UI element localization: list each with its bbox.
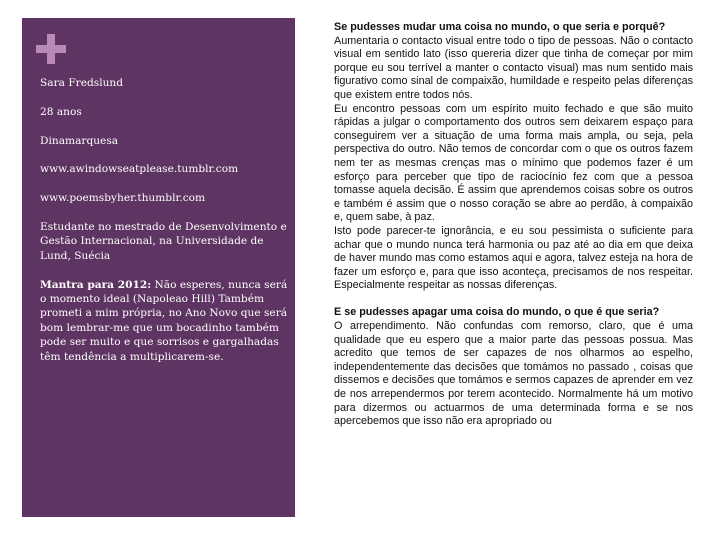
- answer-1-paragraph-2: Eu encontro pessoas com um espírito muito fechado e que são muito rápidas a julgar o comportamento dos outros sem deixarem espaço para conseguirem ver a situação de uma forma mais ampla, ou seja, pela perspectiva do outro. Não temos de concordar com o que os outros fazem nem ter as mesmas crenças mas o mínimo que podemos fazer é um esforço para perceber que tipo de raciocínio fez com que a pessoa tomasse aquela decisão. É assim que aprendemos coisas sobre os outros e também é assim que o nosso coração se abre ao perdão, à compaixão e, quem sabe, à paz.: [334, 102, 693, 224]
- question-2: E se pudesses apagar uma coisa do mundo, o que é que seria?: [334, 306, 660, 319]
- answer-1-paragraph-1: Aumentaria o contacto visual entre todo o tipo de pessoas. Não o contacto visual em sentido lato (isso quereria dizer que tinha de começar por mim porque eu sou terrível a manter o contacto visual) mas num sentido mais figurativo como sinal de compaixão, humildade e respeito pelas diferenças que existem entre todos nós.: [334, 34, 693, 101]
- mantra-text: Não esperes, nunca será o momento ideal (Napoleao Hill) Também prometi a mim própria, no Ano Novo que será bom lembrar-me que um bocadinho também pode ser muito e que sorrisos e gargalhadas têm tendência a multiplicarem-se.: [40, 278, 288, 363]
- profile-mantra: [40, 278, 290, 364]
- interview-article: [334, 21, 693, 429]
- profile-nationality: Dinamarquesa: [40, 134, 119, 147]
- paragraph-gap: [334, 293, 693, 307]
- question-1: Se pudesses mudar uma coisa no mundo, o que seria e porquê?: [334, 21, 666, 33]
- profile-sidebar: [22, 18, 295, 517]
- profile-link-poems: www.poemsbyher.thumblr.com: [40, 192, 206, 205]
- profile-link-tumblr: www.awindowseatplease.tumblr.com: [40, 163, 239, 176]
- answer-2-paragraph-1: O arrependimento. Não confundas com remorso, claro, que é uma qualidade que eu espero que a maior parte das pessoas possua. Mas acredito que temos de ser capazes de nos olharmos ao espelho, independentemente das decisões que tomámos no passado , coisas que dissemos e decisões que tomámos e sermos capazes de aprender em vez de nos arrependermos por terem acontecido. Normalmente há um motivo para dizermos ou actuarmos de uma determinada forma e se nos apercebemos que isso não era apropriado ou: [334, 320, 693, 428]
- profile-study: Estudante no mestrado de Desenvolvimento e Gestão Internacional, na Universidade de Lund, Suécia: [40, 220, 287, 262]
- answer-1-paragraph-3: Isto pode parecer-te ignorância, e eu sou pessimista o suficiente para achar que o mundo nunca terá harmonia ou paz até ao dia em que deixa de haver mundo mas como estamos aqui e agora, talvez esteja na hora de fazer um esforço e, para que isso aconteça, precisamos de nos respeitar. Especialmente respeitar as nossas diferenças.: [334, 224, 693, 292]
- profile-details: [40, 76, 290, 378]
- plus-icon: [36, 34, 66, 64]
- profile-name: Sara Fredslund: [40, 77, 124, 89]
- mantra-label: Mantra para 2012:: [40, 278, 152, 291]
- profile-age: 28 anos: [40, 105, 82, 118]
